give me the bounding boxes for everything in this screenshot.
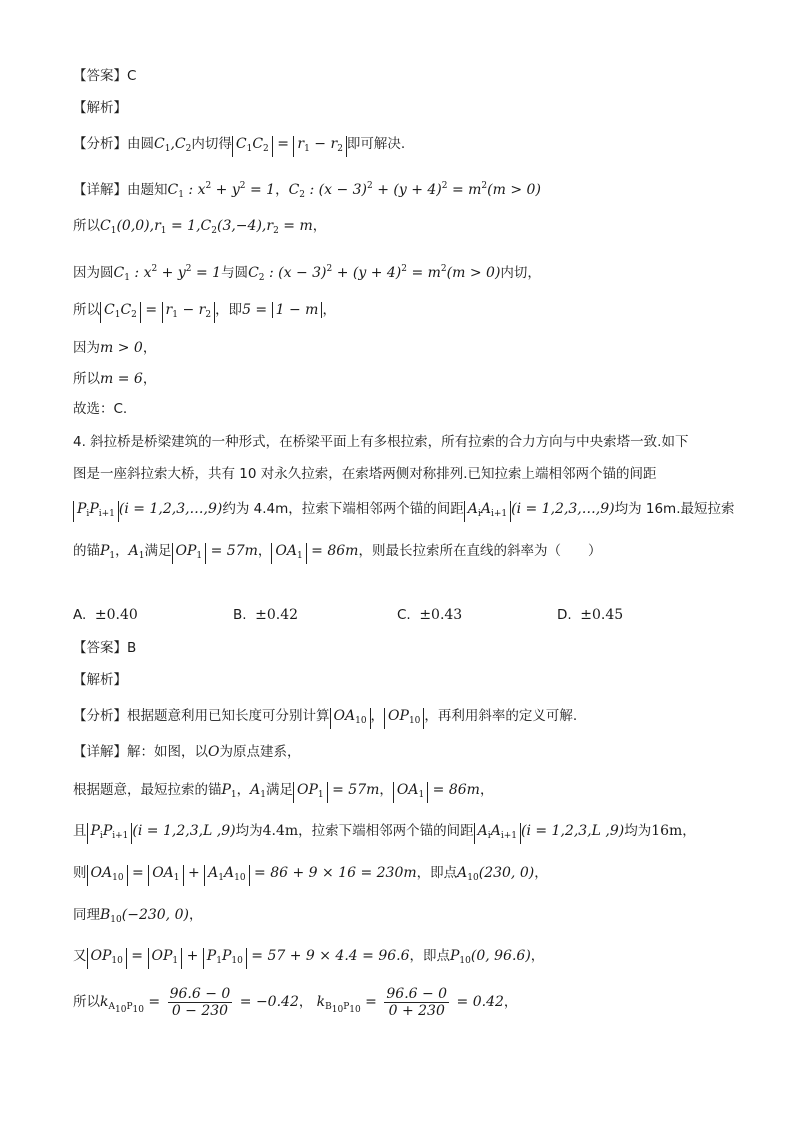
q4-detail-math: O	[208, 744, 220, 760]
q4-stem-line-3	[73, 498, 735, 522]
q3-fenxi-line	[73, 133, 405, 160]
q4-stem-math-3: $P_1$	[100, 543, 116, 561]
q4-stem-text-4c: ，则最长拉索所在直线的斜率为（ ）	[358, 543, 602, 559]
q3-line4-math-1: $C_1C_2 = r_1 - r_2$	[100, 302, 215, 318]
q4-stem-math-2: $A_iA_{i+1}$ (i = 1,2,3,…,9)	[464, 501, 615, 517]
q4-line4-text-1: 则	[73, 865, 87, 881]
option-d	[557, 607, 623, 623]
q3-answer-line	[73, 65, 136, 87]
q3-line3-math-1: $C_1$ : $x^2 + y^2 = 1$	[113, 264, 222, 283]
q3-fenxi-math-2: $C_1C_2 = r_1 - r_2$	[232, 136, 347, 152]
q3-line5-math: m > 0	[100, 340, 143, 356]
q3-answer-value: C	[127, 68, 137, 84]
q4-line3-math-3: $A_iA_{i+1}$ (i = 1,2,3,L ,9)	[474, 823, 625, 839]
q3-fenxi-text-3: 即可解决.	[346, 136, 406, 152]
q4-slope-2: $k_{B_{10}P_{10}}$ = $\frac{96.6 - 0}{0 + 230}$ = 0.42	[316, 985, 504, 1019]
q4-line3-math-2: 4.4m	[262, 823, 299, 839]
q3-fenxi-text-2: 内切得	[191, 136, 232, 152]
option-d-letter: D.	[557, 607, 572, 623]
q3-line4-math-2: 5 = 1 − m	[242, 302, 322, 318]
analysis-label: 【解析】	[73, 100, 127, 116]
q4-line3-text-4: 均为	[624, 823, 652, 839]
q3-line-3	[73, 258, 541, 289]
option-a-letter: A.	[73, 607, 87, 623]
q4-stem-text-4b: 满足	[144, 543, 172, 559]
q4-line2-math-1: $P_1$	[221, 782, 237, 800]
q4-line-5: 同理$B_{10}(-230$, 0)，	[73, 907, 203, 925]
q4-line2-math-2: $A_1$	[250, 782, 267, 800]
q4-line5-text: 同理	[73, 907, 100, 923]
q4-detail-line	[73, 741, 300, 763]
q3-detail-math: $C_1$ : $x^2 + y^2 = 1$	[167, 181, 276, 200]
q3-fenxi-math-1: $C_1,C_2$	[154, 136, 192, 154]
detail-label-2: 【详解】	[73, 744, 127, 760]
q4-fenxi-text-1: 根据题意利用已知长度可分别计算	[127, 708, 330, 724]
q4-line3-math-4: 16m	[651, 823, 683, 839]
q4-stem-math-4: $A_1$	[128, 543, 145, 561]
q3-choose-line	[73, 398, 127, 420]
q3-line6-text: 所以	[73, 371, 100, 387]
q4-line-4: 则 $OA_{10} = OA_1 + A_1A_{10} = 86 + 9 \times 16 = 230m$，即点$A_{10}(230$, 0)，	[73, 862, 548, 889]
q4-line5-math: $B_{10}(-230$, 0)	[100, 907, 189, 925]
q4-answer-value: B	[127, 640, 137, 656]
q4-slope-1: $k_{A_{10}P_{10}}$ = $\frac{96.6 - 0}{0 - 230}$ = −0.42	[100, 985, 299, 1019]
q4-stem-math-1: $P_iP_{i+1}$ (i = 1,2,3,…,9)	[73, 501, 222, 517]
q4-fenxi-line: 【分析】根据题意利用已知长度可分别计算 $OA_{10}$ ， $OP_{10}$ ，再利用斜率的定义可解.	[73, 705, 577, 729]
q4-line6-math-2: $P_{10}(0$, 96.6)	[450, 948, 531, 966]
q4-stem-math-6: $OA_1 = 86m$	[271, 543, 358, 559]
q4-line4-text-2: ，即点	[416, 865, 458, 881]
q4-line2-math-3: $OP_1 = 57m$	[293, 782, 379, 798]
q3-line4-text-2: ，即	[215, 302, 243, 318]
q4-line6-math-1: $OP_{10} = OP_1 + P_1P_{10} = 57 + 9 \times 4.4 = 96.6$	[87, 948, 410, 964]
answer-label-2: 【答案】	[73, 640, 127, 656]
q3-line2-text: 所以	[73, 218, 100, 234]
q4-line3-text-3: ，拉索下端相邻两个锚的间距	[298, 823, 474, 839]
q3-line3-text-2: 与圆	[221, 265, 249, 281]
q4-stem-text-3b: 均为 16m.最短拉索	[614, 501, 735, 517]
option-b-value: ±0.42	[255, 607, 299, 623]
fenxi-label: 【分析】	[73, 136, 127, 152]
option-a-value: ±0.40	[94, 607, 138, 623]
option-b-letter: B.	[233, 607, 247, 623]
q3-line3-text-3: 内切，	[500, 265, 541, 281]
q4-answer-line	[73, 637, 136, 659]
q4-fenxi-math-1: $OA_{10}$	[330, 708, 371, 724]
q3-choose-text: 故选：C.	[73, 401, 128, 417]
q3-line-4: 所以 $C_1C_2 = r_1 - r_2$ ，即5 = 1 − m ，	[73, 299, 336, 323]
q3-line5-text: 因为	[73, 340, 100, 356]
q4-stem-text-4a: 的锚	[73, 543, 100, 559]
q3-line4-text-1: 所以	[73, 302, 100, 318]
q4-stem-line-4: 的锚$P_1$，$A_1$满足 $OP_1 = 57m$， $OA_1 = 86m$，则最长拉索所在直线的斜率为（ ）	[73, 540, 601, 567]
q4-line4-math-1: $OA_{10} = OA_1 + A_1A_{10} = 86 + 9 \times 16 = 230m$	[87, 865, 417, 881]
q4-stem-line-2	[73, 463, 657, 485]
q3-analysis-label	[73, 97, 127, 119]
option-a	[73, 607, 138, 623]
q4-fenxi-text-2: ，再利用斜率的定义可解.	[424, 708, 578, 724]
option-c-value: ±0.43	[419, 607, 463, 623]
q4-analysis-label	[73, 669, 127, 691]
q4-stem-text-2: 图是一座斜拉索大桥，共有 10 对永久拉索，在索塔两侧对称排列.已知拉索上端相邻两个锚的间距	[73, 466, 657, 482]
q3-line3-text-1: 因为圆	[73, 265, 114, 281]
q4-line-2: 根据题意，最短拉索的锚$P_1$，$A_1$满足 $OP_1 = 57m$， $OA_1 = 86m$，	[73, 779, 493, 806]
q3-line-5: 因为m > 0，	[73, 340, 157, 356]
q4-line-6: 又 $OP_{10} = OP_1 + P_1P_{10} = 57 + 9 \times 4.4 = 96.6$，即点$P_{10}(0$, 96.6)，	[73, 945, 544, 972]
q4-line-7: 所以$k_{A_{10}P_{10}}$ = $\frac{96.6 - 0}{0 - 230}$ = −0.42， $k_{B_{10}P_{10}}$ = $\frac{96.6 - 0}{0 + 230}$ = 0.42，	[73, 985, 518, 1019]
q3-line3-math-2: $C_2$ : $(x - 3)^2 + (y + 4)^2 = m^2(m > 0)$	[248, 264, 501, 283]
q4-stem-text-1: 4. 斜拉桥是桥梁建筑的一种形式，在桥梁平面上有多根拉索，所有拉索的合力方向与中央索塔一致.如下	[73, 434, 689, 450]
q3-line6-math: m = 6	[100, 371, 143, 387]
option-c	[397, 607, 462, 623]
q4-line3-text-1: 且	[73, 823, 87, 839]
q4-fenxi-math-2: $OP_{10}$	[384, 708, 424, 724]
q4-line2-text-2: 满足	[266, 782, 294, 798]
q3-line-2: 所以$C_1(0,0),r_1 = 1,C_2(3,-4),r_2 = m$，	[73, 218, 327, 236]
q4-line6-text-2: ，即点	[409, 948, 450, 964]
q3-line-6: 所以m = 6，	[73, 371, 157, 387]
fenxi-label-2: 【分析】	[73, 708, 127, 724]
q3-line2-math: $C_1(0,0),r_1 = 1,C_2(3,-4),r_2 = m$	[100, 218, 313, 236]
q4-detail-text-2: 为原点建系，	[219, 744, 301, 760]
q4-stem-text-3a: 约为 4.4m，拉索下端相邻两个锚的间距	[222, 501, 464, 517]
option-c-letter: C.	[397, 607, 411, 623]
q4-line2-math-4: $OA_1 = 86m$	[393, 782, 480, 798]
q4-detail-text-1: 解：如图，以	[127, 744, 208, 760]
q4-line4-math-2: $A_{10}(230$, 0)	[457, 865, 535, 883]
q4-line7-text: 所以	[73, 994, 100, 1010]
analysis-label-2: 【解析】	[73, 672, 127, 688]
q4-line-3: 且 $P_iP_{i+1}$ (i = 1,2,3,L ,9)均为4.4m，拉索下端相邻两个锚的间距 $A_iA_{i+1}$ (i = 1,2,3,L ,9)均为16m，	[73, 820, 696, 844]
q4-line2-text-1: 根据题意，最短拉索的锚	[73, 782, 222, 798]
q4-line3-text-2: 均为	[235, 823, 263, 839]
q4-stem-math-5: $OP_1 = 57m$	[172, 543, 258, 559]
option-b	[233, 607, 298, 623]
detail-label: 【详解】	[73, 182, 127, 198]
option-d-value: ±0.45	[580, 607, 624, 623]
q3-fenxi-text-1: 由圆	[127, 136, 154, 152]
answer-label: 【答案】	[73, 68, 127, 84]
q3-detail-text: 由题知	[127, 182, 168, 198]
q4-line6-text-1: 又	[73, 948, 87, 964]
q3-detail-math-2: $C_2$ : $(x - 3)^2 + (y + 4)^2 = m^2(m > 0)$	[288, 181, 541, 200]
q4-stem-line-1	[73, 431, 688, 453]
q4-line3-math-1: $P_iP_{i+1}$ (i = 1,2,3,L ,9)	[87, 823, 236, 839]
q3-detail-line: 【详解】由题知$C_1$ : $x^2 + y^2 = 1$，$C_2$ : $(x - 3)^2 + (y + 4)^2 = m^2(m > 0)$	[73, 181, 541, 200]
